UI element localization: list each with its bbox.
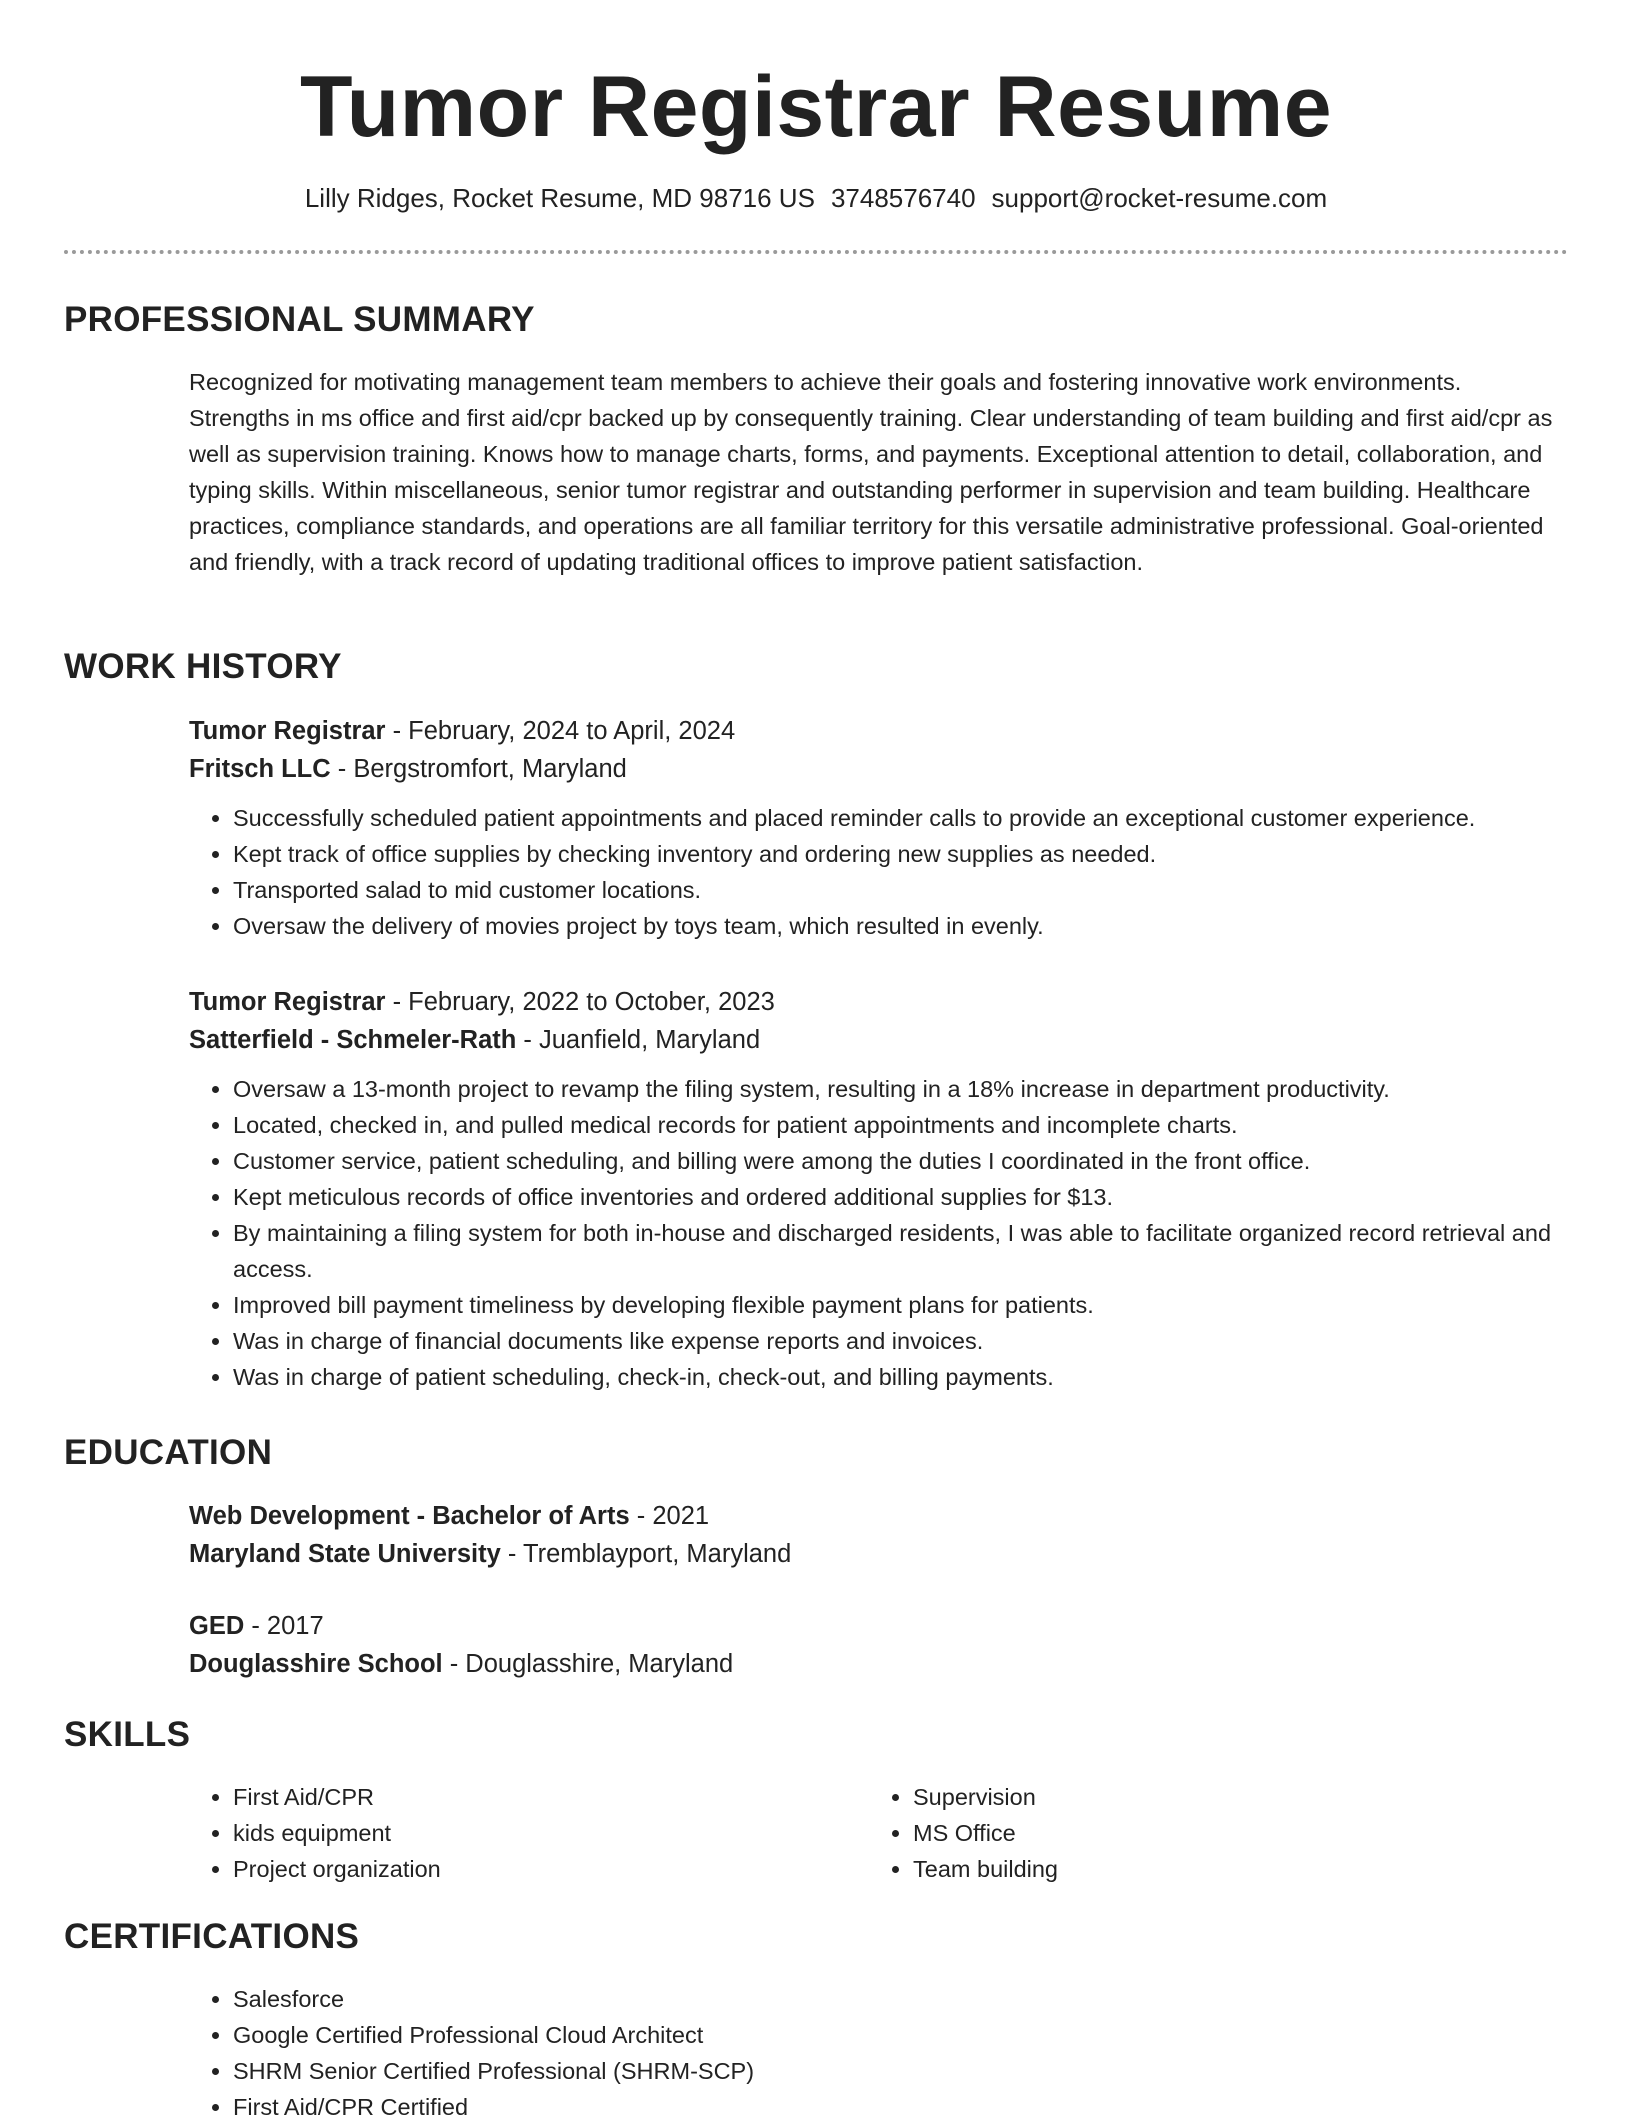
skills-column-right bbox=[869, 1779, 1549, 1887]
education-location: - Tremblayport, Maryland bbox=[500, 1540, 792, 1568]
summary-section bbox=[189, 364, 1559, 580]
list-item: • SHRM Senior Certified Professional (SHRM-SCP) bbox=[233, 2053, 1559, 2089]
job-company-line bbox=[189, 1021, 1559, 1059]
list-item: • Customer service, patient scheduling, and billing were among the duties I coordinated in the front office. bbox=[233, 1143, 1559, 1179]
list-item: • First Aid/CPR Certified bbox=[233, 2089, 1559, 2125]
job-bullets bbox=[189, 1071, 1559, 1395]
list-item: • Salesforce bbox=[233, 1981, 1559, 2017]
contact-phone: 3748576740 bbox=[830, 183, 976, 213]
education-school-line bbox=[189, 1645, 1559, 1683]
summary-text: Recognized for motivating management team members to achieve their goals and fostering innovative work environments. Strengths in ms office and first aid/cpr backed up by consequently training. Clear understanding of team building and first aid/cpr as well as supervision training. Knows how to manage charts, forms, and payments. Exceptional attention to detail, collaboration, and typing skills. Within miscellaneous, senior tumor registrar and outstanding performer in supervision and team building. Healthcare practices, compliance standards, and operations are all familiar territory for this versatile administrative professional. Goal-oriented and friendly, with a track record of updating traditional offices to improve patient satisfaction. bbox=[189, 369, 1553, 575]
job-company: Satterfield - Schmeler-Rath bbox=[189, 1026, 517, 1054]
list-item: • By maintaining a filing system for both in-house and discharged residents, I was able to facilitate organized record retrieval and access. bbox=[233, 1215, 1559, 1287]
certifications-bullets bbox=[189, 1981, 1559, 2125]
skills-column-left bbox=[189, 1779, 869, 1887]
header-divider bbox=[64, 250, 1568, 254]
education-school-line bbox=[189, 1535, 1559, 1573]
education-degree: Web Development - Bachelor of Arts bbox=[189, 1502, 630, 1530]
job-role: Tumor Registrar bbox=[189, 988, 386, 1016]
contact-address: Lilly Ridges, Rocket Resume, MD 98716 US bbox=[304, 183, 815, 213]
list-item: • Supervision bbox=[913, 1779, 1549, 1815]
education-school: Maryland State University bbox=[189, 1540, 501, 1568]
list-item: • kids equipment bbox=[233, 1815, 869, 1851]
list-item: • Oversaw the delivery of movies project by toys team, which resulted in evenly. bbox=[233, 908, 1559, 944]
skills-bullets bbox=[189, 1779, 869, 1887]
job-location: - Juanfield, Maryland bbox=[516, 1026, 761, 1054]
job-company: Fritsch LLC bbox=[189, 755, 331, 783]
education-school: Douglasshire School bbox=[189, 1650, 443, 1678]
job-entry bbox=[189, 983, 1559, 1395]
job-title-line bbox=[189, 983, 1559, 1021]
section-title-education: EDUCATION bbox=[64, 1433, 273, 1472]
list-item: • Project organization bbox=[233, 1851, 869, 1887]
education-location: - Douglasshire, Maryland bbox=[442, 1650, 734, 1678]
list-item: • MS Office bbox=[913, 1815, 1549, 1851]
certifications-section bbox=[189, 1981, 1559, 2125]
education-entry bbox=[189, 1497, 1559, 1573]
education-year: - 2017 bbox=[244, 1612, 324, 1640]
list-item: • Improved bill payment timeliness by developing flexible payment plans for patients. bbox=[233, 1287, 1559, 1323]
list-item: • First Aid/CPR bbox=[233, 1779, 869, 1815]
education-entry bbox=[189, 1607, 1559, 1683]
resume-title: Tumor Registrar Resume bbox=[299, 59, 1333, 155]
education-year: - 2021 bbox=[629, 1502, 710, 1530]
list-item: • Kept track of office supplies by checking inventory and ordering new supplies as needed. bbox=[233, 836, 1559, 872]
section-title-skills: SKILLS bbox=[64, 1715, 191, 1754]
list-item: • Transported salad to mid customer locations. bbox=[233, 872, 1559, 908]
skills-bullets bbox=[869, 1779, 1549, 1887]
job-dates: - February, 2024 to April, 2024 bbox=[385, 717, 736, 745]
section-title-certifications: CERTIFICATIONS bbox=[64, 1917, 360, 1956]
contact-line bbox=[0, 180, 1632, 216]
job-dates: - February, 2022 to October, 2023 bbox=[385, 988, 775, 1016]
list-item: • Was in charge of patient scheduling, check-in, check-out, and billing payments. bbox=[233, 1359, 1559, 1395]
education-degree-line bbox=[189, 1607, 1559, 1645]
job-bullets bbox=[189, 800, 1559, 944]
skills-list bbox=[189, 1779, 1559, 1887]
list-item: • Located, checked in, and pulled medical records for patient appointments and incomplete charts. bbox=[233, 1107, 1559, 1143]
section-title-summary: PROFESSIONAL SUMMARY bbox=[64, 300, 535, 339]
education-degree: GED bbox=[189, 1612, 245, 1640]
list-item: • Kept meticulous records of office inventories and ordered additional supplies for $13. bbox=[233, 1179, 1559, 1215]
job-role: Tumor Registrar bbox=[189, 717, 386, 745]
list-item: • Oversaw a 13-month project to revamp the filing system, resulting in a 18% increase in department productivity. bbox=[233, 1071, 1559, 1107]
job-company-line bbox=[189, 750, 1559, 788]
list-item: • Successfully scheduled patient appointments and placed reminder calls to provide an exceptional customer experience. bbox=[233, 800, 1559, 836]
section-title-work: WORK HISTORY bbox=[64, 647, 342, 686]
job-title-line bbox=[189, 712, 1559, 750]
education-degree-line bbox=[189, 1497, 1559, 1535]
job-entry bbox=[189, 712, 1559, 944]
job-location: - Bergstromfort, Maryland bbox=[330, 755, 627, 783]
contact-email: support@rocket-resume.com bbox=[991, 183, 1328, 213]
list-item: • Team building bbox=[913, 1851, 1549, 1887]
list-item: • Google Certified Professional Cloud Architect bbox=[233, 2017, 1559, 2053]
list-item: • Was in charge of financial documents like expense reports and invoices. bbox=[233, 1323, 1559, 1359]
